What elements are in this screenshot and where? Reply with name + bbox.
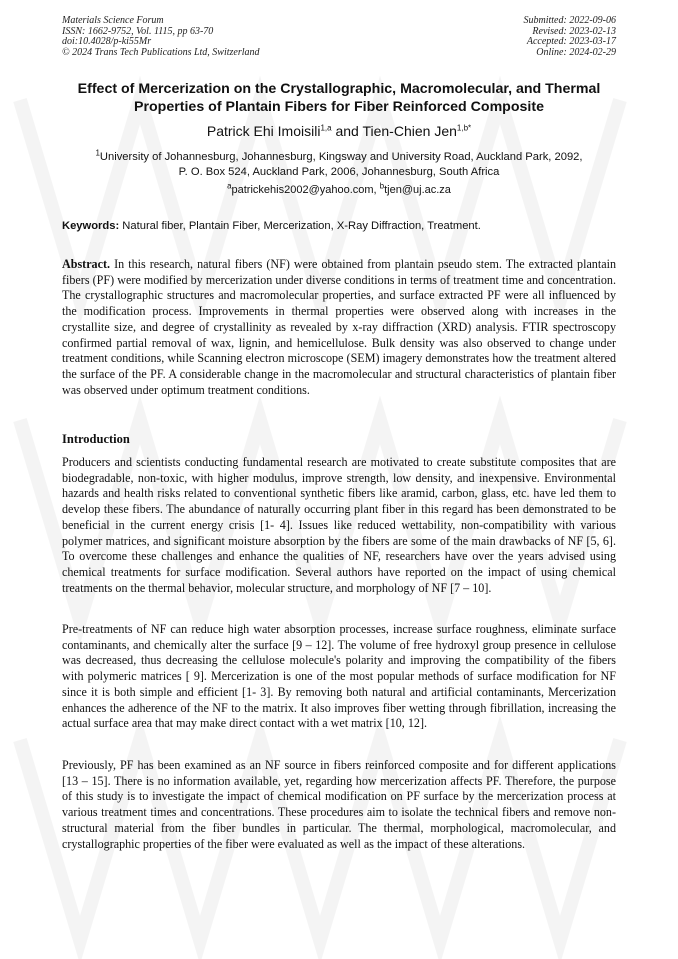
- affiliation-line: University of Johannesburg, Johannesburg, Kingsway and University Road, Auckland Park, 2092,: [99, 151, 583, 163]
- keywords-text: Natural fiber, Plantain Fiber, Mercerization, X-Ray Diffraction, Treatment.: [119, 220, 481, 232]
- affiliation-mark: 1: [95, 148, 100, 158]
- author-name: Tien-Chien Jen: [362, 123, 457, 139]
- author-conjunction: and: [331, 123, 363, 139]
- journal-name: Materials Science Forum: [62, 15, 164, 26]
- section-heading-introduction: Introduction: [62, 432, 130, 446]
- date-accepted: Accepted: 2023-03-17: [526, 36, 616, 48]
- affiliation-line: P. O. Box 524, Auckland Park, 2006, Johannesburg, South Africa: [178, 166, 500, 178]
- author-name: Patrick Ehi Imoisili: [206, 123, 321, 139]
- paragraph: Producers and scientists conducting fundamental research are motivated to create substitute composites that are biodegradable, non-toxic, with higher modulus, improve strength, low density, and inexpensive. Environmental hazards and health risks related to conventional synthetic fibers like aramid, carbon, glass, etc. have led them to develop these fibers. The abundance of naturally occurring plant fiber in this regard has been demonstrated to be beneficial in the current energy crisis [1- 4]. Issues like reduced wettability, non-compatibility with various polymer matrices, and significant moisture absorption by the fibers are some of the main drawbacks of NF [5, 6]. To overcome these challenges and enhance the qualities of NF, researchers have over the years advised using chemical treatments for surface modification. Several authors have reported on the impact of using chemical treatments on the thermal behavior, molecular structure, and morphology of NF [7 – 10].: [62, 455, 616, 595]
- journal-issn: ISSN: 1662-9752, Vol. 1115, pp 63-70: [62, 25, 214, 37]
- author-emails: [62, 181, 616, 196]
- email-mark: a: [227, 181, 232, 191]
- journal-info: [62, 16, 260, 58]
- author-affiliation-mark: 1,a: [320, 123, 332, 133]
- author-affiliation-mark: 1,b*: [456, 123, 472, 133]
- date-revised: Revised: 2023-02-13: [532, 25, 616, 37]
- affiliation: [62, 150, 616, 180]
- journal-doi: doi:10.4028/p-ki55Mr: [62, 36, 152, 48]
- date-submitted: Submitted: 2022-09-06: [523, 15, 616, 26]
- publication-dates: [524, 16, 617, 58]
- keywords: [62, 220, 616, 232]
- abstract-label: Abstract.: [62, 257, 111, 271]
- abstract-text: In this research, natural fibers (NF) were obtained from plantain pseudo stem. The extracted plantain fibers (PF) were modified by mercerization under diverse conditions in terms of treatment time and concentration. The crystallographic structures and macromolecular properties, and surface extracted PF were all influenced by the modification process. Improvements in thermal properties were observed along with increases in the crystallite size, and degree of crystallinity as revealed by x-ray diffraction (XRD) analysis. FTIR spectroscopy confirmed partial removal of wax, lignin, and hemicellulose. Bulk density was also observed to change under treatment conditions, while Scanning electron microscope (SEM) imagery demonstrates how the treatment altered the surface of the PF. A considerable change in the macromolecular and structural characteristics of plantain fiber was observed under optimum treatment conditions.: [62, 257, 620, 397]
- keywords-label: Keywords:: [62, 220, 120, 232]
- paragraph: Pre-treatments of NF can reduce high water absorption processes, increase surface roughness, eliminate surface contaminants, and chemically alter the surface [9 – 12]. The volume of free hydroxyl group presence in cellulose was decreased, thus decreasing the cellulose molecule's polarity and improving the compatibility of the fibers with polymeric matrices [ 9]. Mercerization is one of the most popular methods of surface modification for NF since it is both simple and efficient [1- 3]. By removing both natural and artificial contaminants, Mercerization enhances the adherence of the NF to the matrix. It also improves fiber wetting through fibrillation, increasing the actual surface area that may make direct contact with a wet matrix [10, 12].: [62, 622, 616, 731]
- email-mark: b: [379, 181, 385, 191]
- abstract: [62, 257, 620, 398]
- email-link[interactable]: patrickehis2002@yahoo.com,: [231, 184, 380, 196]
- email-link[interactable]: tjen@uj.ac.za: [384, 184, 451, 196]
- paragraph: Previously, PF has been examined as an NF source in fibers reinforced composite and for different applications [13 – 15]. There is no information available, yet, regarding how mercerization affects PF. Therefore, the purpose of this study is to investigate the impact of chemical modification on PF surface by the mercerization process at various treatment times and concentrations. These procedures aim to isolate the technical fibers and remove non-structural material from the fiber bundles in particular. The thermal, morphological, macromolecular, and crystallographic properties of the fiber were evaluated as well as the impact of these alterations.: [62, 758, 616, 851]
- paper-title: Effect of Mercerization on the Crystallographic, Macromolecular, and Thermal Properties of Plantain Fibers for Fiber Reinforced Composite: [77, 81, 601, 115]
- author-line: [62, 123, 616, 139]
- journal-copyright: © 2024 Trans Tech Publications Ltd, Switzerland: [62, 46, 260, 58]
- date-online: Online: 2024-02-29: [536, 46, 616, 58]
